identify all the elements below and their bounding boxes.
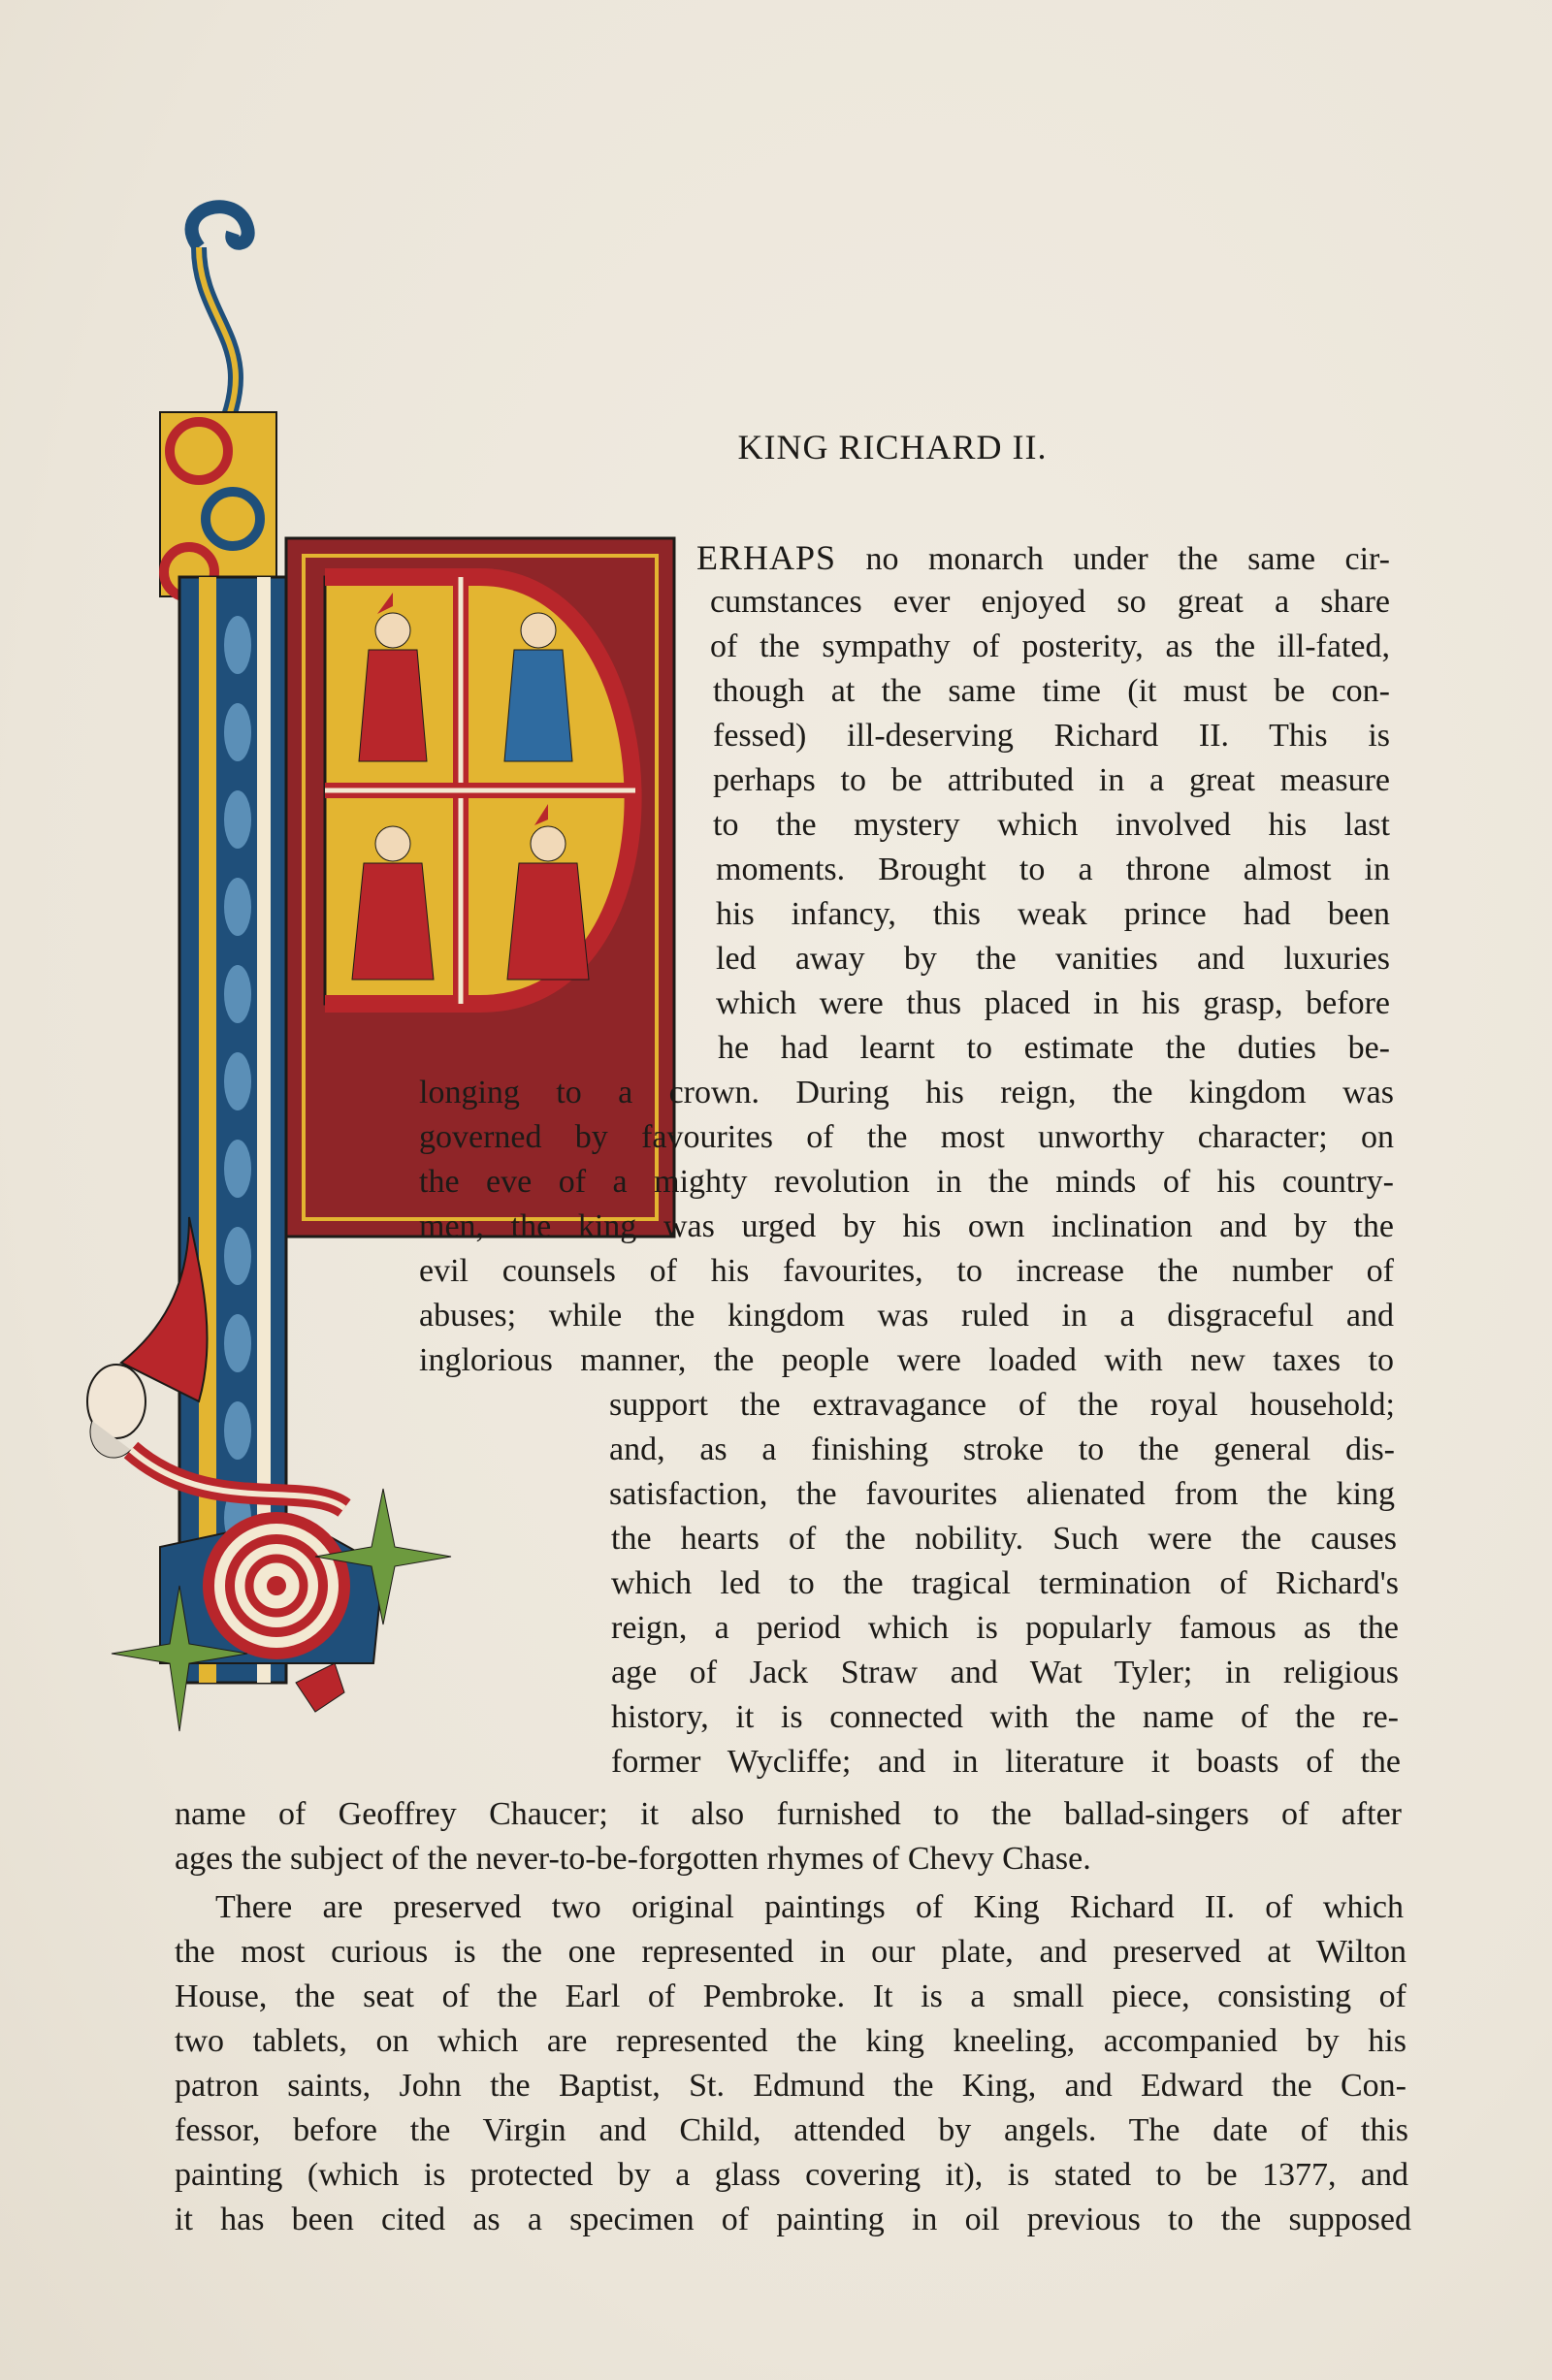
text-line: House, the seat of the Earl of Pembroke. It is a small piece, consisting of (175, 1978, 1406, 2014)
text-line: the eve of a mighty revolution in the minds of his country- (419, 1164, 1394, 1200)
text-line: fessor, before the Virgin and Child, attended by angels. The date of this (175, 2112, 1408, 2148)
text-line: evil counsels of his favourites, to increase the number of (419, 1253, 1394, 1289)
text-line: led away by the vanities and luxuries (716, 941, 1390, 977)
text-line: which led to the tragical termination of Richard's (611, 1565, 1399, 1601)
text-line: history, it is connected with the name of the re- (611, 1699, 1399, 1735)
text-line: age of Jack Straw and Wat Tyler; in religious (611, 1655, 1399, 1690)
text-line: men, the king was urged by his own inclination and by the (419, 1208, 1394, 1244)
page-title: KING RICHARD II. (737, 428, 1048, 466)
text-line: longing to a crown. During his reign, the kingdom was (419, 1075, 1394, 1110)
text-line: There are preserved two original paintings of King Richard II. of which (215, 1889, 1404, 1925)
text-line: he had learnt to estimate the duties be- (718, 1030, 1390, 1066)
text-line: former Wycliffe; and in literature it boasts of the (611, 1744, 1401, 1780)
text-line: patron saints, John the Baptist, St. Edmund the King, and Edward the Con- (175, 2068, 1406, 2104)
text-line: ages the subject of the never-to-be-forgotten rhymes of Chevy Chase. (175, 1841, 1091, 1877)
text-line: governed by favourites of the most unworthy character; on (419, 1119, 1394, 1155)
text-line: which were thus placed in his grasp, before (716, 985, 1390, 1021)
text-line: to the mystery which involved his last (713, 807, 1390, 843)
text-line: reign, a period which is popularly famous as the (611, 1610, 1399, 1646)
text-line: support the extravagance of the royal household; (609, 1387, 1395, 1423)
text-line: name of Geoffrey Chaucer; it also furnished to the ballad-singers of after (175, 1796, 1402, 1832)
text-line: inglorious manner, the people were loaded with new taxes to (419, 1342, 1394, 1378)
text-line: abuses; while the kingdom was ruled in a disgraceful and (419, 1298, 1394, 1334)
text-line: perhaps to be attributed in a great measure (713, 762, 1390, 798)
text-line: of the sympathy of posterity, as the ill-fated, (710, 628, 1390, 664)
text-line: and, as a finishing stroke to the general dis- (609, 1431, 1395, 1467)
text-line: the hearts of the nobility. Such were the causes (611, 1521, 1397, 1557)
text-line: the most curious is the one represented in our plate, and preserved at Wilton (175, 1934, 1406, 1970)
drop-cap-remainder: ERHAPS (696, 538, 837, 577)
text-line: his infancy, this weak prince had been (716, 896, 1390, 932)
text-line-segment: no monarch under the same cir- (836, 541, 1390, 577)
text-line: cumstances ever enjoyed so great a share (710, 584, 1390, 620)
text-line: moments. Brought to a throne almost in (716, 852, 1390, 887)
text-line: painting (which is protected by a glass covering it), is stated to be 1377, and (175, 2157, 1408, 2193)
text-line (696, 535, 1390, 582)
text-line: satisfaction, the favourites alienated from the king (609, 1476, 1395, 1512)
text-line: it has been cited as a specimen of painting in oil previous to the supposed (175, 2202, 1411, 2237)
text-line: fessed) ill-deserving Richard II. This is (713, 718, 1390, 754)
text-line: two tablets, on which are represented the king kneeling, accompanied by his (175, 2023, 1406, 2059)
text-line: though at the same time (it must be con- (713, 673, 1390, 709)
